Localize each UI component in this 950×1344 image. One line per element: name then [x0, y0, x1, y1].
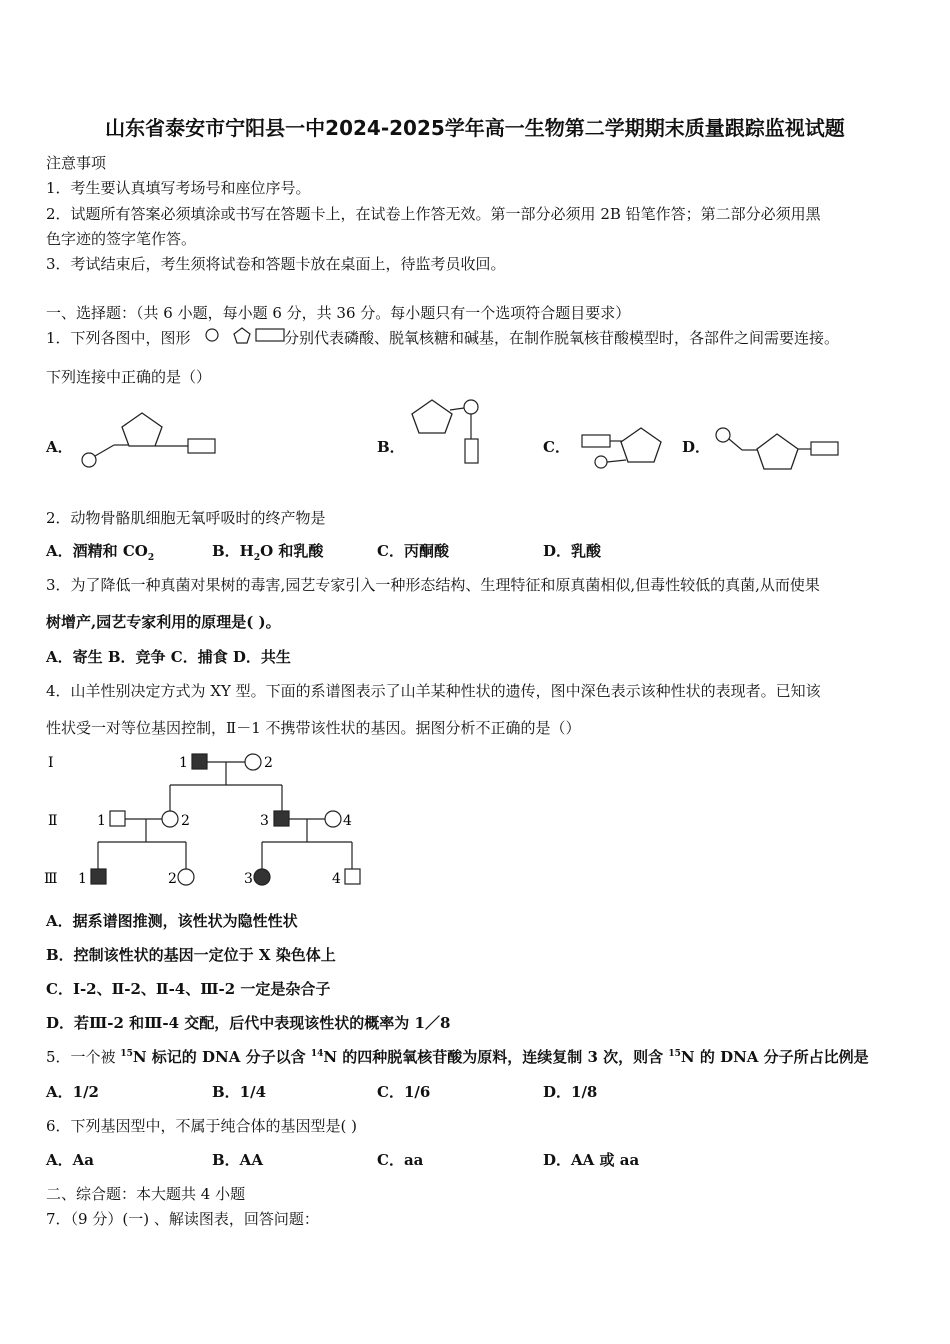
bond-line	[607, 460, 626, 462]
notice-item: 3．考试结束后，考生须将试卷和答题卡放在桌面上，待监考员收回。	[46, 255, 506, 273]
bond-line	[95, 445, 114, 456]
section1-heading: 一、选择题：（共 6 小题，每小题 6 分，共 36 分。每小题只有一个选项符合题目要求）	[46, 304, 631, 322]
individual-number: 4	[332, 871, 341, 887]
individual-number: 1	[179, 755, 188, 771]
section2-heading: 二、综合题：本大题共 4 小题	[46, 1185, 246, 1203]
q2-option-b: B．$H_2O$ 和乳酸	[212, 542, 324, 563]
q6-option-c: C．aa	[377, 1151, 424, 1169]
phosphate-circle-icon	[716, 428, 730, 442]
q6-option-a: A．Aa	[46, 1151, 94, 1169]
base-rectangle-icon	[256, 329, 284, 341]
deoxyribose-pentagon-icon	[234, 328, 250, 343]
deoxyribose-pentagon-icon	[412, 400, 452, 433]
deoxyribose-pentagon-icon	[621, 428, 661, 462]
phosphate-circle-icon	[82, 453, 96, 467]
notice-item: 色字迹的签字笔作答。	[46, 230, 197, 248]
individual-number: 1	[78, 871, 87, 887]
deoxyribose-pentagon-icon	[757, 434, 798, 469]
q1-inline-shapes	[204, 326, 284, 346]
affected-male-square	[192, 754, 207, 769]
q1-option-b-diagram	[408, 396, 488, 466]
q1-option-d-label: D．	[682, 438, 711, 456]
notice-item: 1．考生要认真填写考场号和座位序号。	[46, 179, 311, 197]
q6-stem: 6．下列基因型中，不属于纯合体的基因型是( )	[46, 1117, 358, 1135]
q2-stem: 2．动物骨骼肌细胞无氧呼吸时的终产物是	[46, 509, 326, 527]
individual-number: 1	[97, 813, 106, 829]
q2-option-a: A．酒精和 $CO_2$	[46, 542, 155, 563]
q1-option-b-label: B．	[377, 438, 405, 456]
q4-option-d: D．若Ⅲ-2 和Ⅲ-4 交配，后代中表现该性状的概率为 1／8	[46, 1014, 451, 1032]
individual-number: 3	[244, 871, 253, 887]
q1-option-c-label: C．	[543, 438, 570, 456]
individual-number: 4	[343, 813, 352, 829]
q4-stem-line2: 性状受一对等位基因控制，Ⅱ－1 不携带该性状的基因。据图分析不正确的是（）	[46, 719, 581, 737]
unaffected-female-circle	[325, 811, 341, 827]
q6-option-b: B．AA	[212, 1151, 263, 1169]
q4-option-c: C．Ⅰ-2、Ⅱ-2、Ⅱ-4、Ⅲ-2 一定是杂合子	[46, 980, 331, 998]
phosphate-circle-icon	[595, 456, 607, 468]
q3-stem-line1: 3．为了降低一种真菌对果树的毒害,园艺专家引入一种形态结构、生理特征和原真菌相似,但毒性较低的真菌,从而使果	[46, 576, 820, 594]
q1-stem-part2: 分别代表磷酸、脱氧核糖和碱基，在制作脱氧核苷酸模型时，各部件之间需要连接。	[284, 329, 840, 347]
phosphate-circle-icon	[464, 400, 478, 414]
page-title: 山东省泰安市宁阳县一中2024-2025学年高一生物第二学期期末质量跟踪监视试题	[105, 116, 845, 140]
q2-option-c: C．丙酮酸	[377, 542, 449, 560]
q5-option-d: D．1/8	[543, 1083, 598, 1101]
notice-heading: 注意事项	[46, 154, 107, 172]
unaffected-female-circle	[245, 754, 261, 770]
base-rectangle-icon	[188, 439, 215, 453]
q5-option-c: C．1/6	[377, 1083, 431, 1101]
base-rectangle-icon	[811, 442, 838, 455]
affected-male-square	[91, 869, 106, 884]
q1-option-d-diagram	[712, 424, 842, 474]
q1-option-a-diagram	[78, 410, 218, 470]
unaffected-female-circle	[178, 869, 194, 885]
phosphate-circle-icon	[206, 329, 218, 341]
q5-stem: 5．一个被 $^{15}$N 标记的 DNA 分子以含 $^{14}$N 的四种脱氧核苷酸为原料，连续复制 3 次，则含 $^{15}$N 的 DNA 分子所占比例是	[46, 1048, 869, 1066]
q1-option-a-label: A．	[46, 438, 73, 456]
q1-stem-line2: 下列连接中正确的是（）	[46, 368, 212, 386]
individual-number: 2	[264, 755, 273, 771]
unaffected-female-circle	[162, 811, 178, 827]
notice-item: 2．试题所有答案必须填涂或书写在答题卡上，在试卷上作答无效。第一部分必须用 2B 铅笔作答；第二部分必须用黑	[46, 205, 821, 223]
q5-option-b: B．1/4	[212, 1083, 267, 1101]
q1-option-c-diagram	[578, 420, 668, 475]
base-rectangle-icon	[465, 439, 478, 463]
generation-label: Ⅱ	[48, 813, 58, 829]
q4-option-a: A．据系谱图推测，该性状为隐性性状	[46, 912, 298, 930]
q4-option-b: B．控制该性状的基因一定位于 X 染色体上	[46, 946, 336, 964]
q7-stem: 7．（9 分）(一) 、解读图表，回答问题：	[46, 1210, 319, 1228]
generation-label: Ⅰ	[48, 755, 54, 771]
bond-line	[729, 439, 742, 450]
affected-female-circle	[254, 869, 270, 885]
q3-options: A．寄生 B．竞争 C．捕食 D．共生	[46, 648, 291, 666]
unaffected-male-square	[345, 869, 360, 884]
affected-male-square	[274, 811, 289, 826]
q2-option-d: D．乳酸	[543, 542, 602, 560]
q3-stem-line2: 树增产,园艺专家利用的原理是( )。	[46, 613, 281, 631]
q1-stem-part1: 1．下列各图中，图形	[46, 329, 191, 347]
individual-number: 2	[181, 813, 190, 829]
q6-option-d: D．AA 或 aa	[543, 1151, 640, 1169]
individual-number: 3	[260, 813, 269, 829]
base-rectangle-icon	[582, 435, 610, 447]
pedigree-chart	[40, 745, 380, 895]
deoxyribose-pentagon-icon	[122, 413, 162, 446]
q5-option-a: A．1/2	[46, 1083, 99, 1101]
generation-label: Ⅲ	[44, 871, 58, 887]
bond-line	[450, 408, 464, 410]
q4-stem-line1: 4．山羊性别决定方式为 XY 型。下面的系谱图表示了山羊某种性状的遗传，图中深色表示该种性状的表现者。已知该	[46, 682, 821, 700]
unaffected-male-square	[110, 811, 125, 826]
individual-number: 2	[168, 871, 177, 887]
